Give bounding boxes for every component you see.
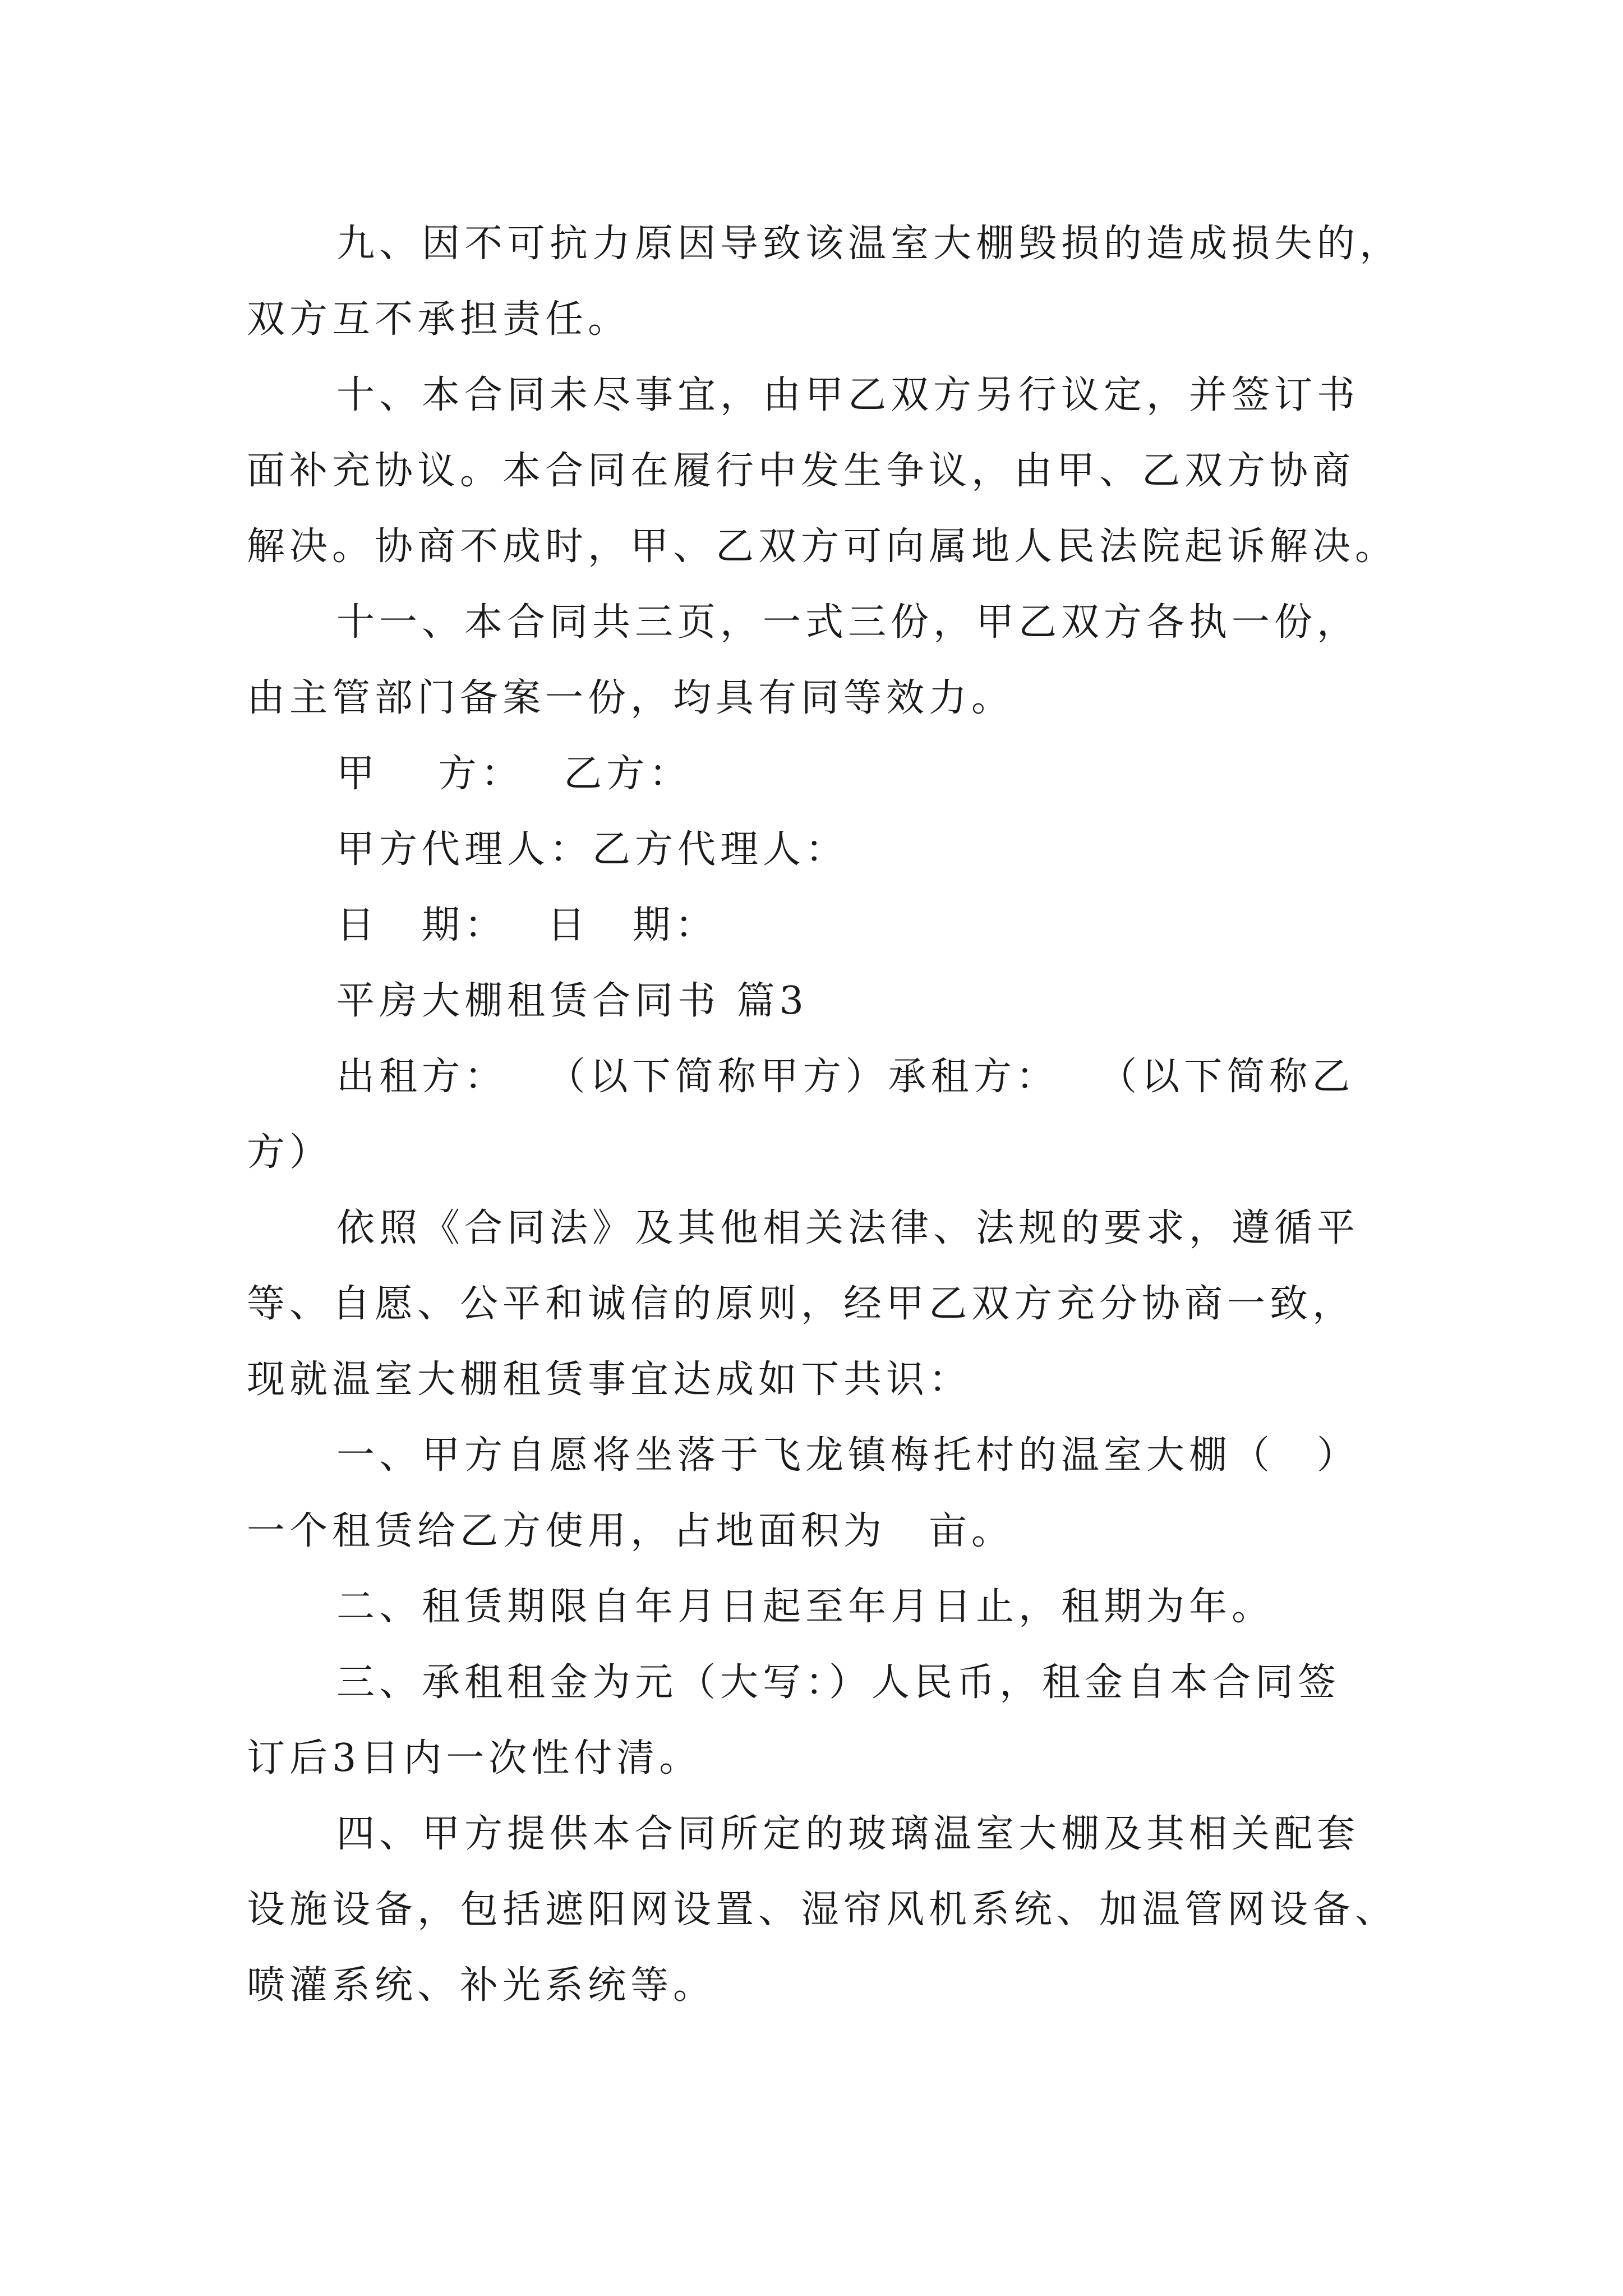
text-line-18: 一个租赁给乙方使用，占地面积为 亩。: [247, 1509, 1015, 1553]
text-line-3: 十、本合同未尽事宜，由甲乙双方另行议定，并签订书: [336, 373, 1360, 417]
text-line-23: 设施设备，包括遮阳网设置、湿帘风机系统、加温管网设备、: [247, 1888, 1398, 1932]
signature-party-line: 甲 方： 乙方：: [336, 752, 692, 796]
signature-date-line: 日 期： 日 期：: [336, 903, 718, 947]
text-line-6: 十一、本合同共三页，一式三份，甲乙双方各执一份，: [336, 600, 1360, 645]
text-line-24: 喷灌系统、补光系统等。: [247, 1963, 716, 2008]
text-line-14: 依照《合同法》及其他相关法律、法规的要求，遵循平: [336, 1206, 1360, 1250]
text-line-19: 二、租赁期限自年月日起至年月日止，租期为年。: [336, 1585, 1275, 1629]
text-line-12: 出租方： （以下简称甲方）承租方： （以下简称乙: [336, 1055, 1355, 1099]
text-line-17: 一、甲方自愿将坐落于飞龙镇梅托村的温室大棚（ ）: [336, 1433, 1360, 1478]
text-line-16: 现就温室大棚租赁事宜达成如下共识：: [247, 1358, 972, 1402]
section-heading: 平房大棚租赁合同书 篇3: [336, 979, 808, 1023]
text-line-21: 订后3日内一次性付清。: [247, 1736, 702, 1780]
text-line-15: 等、自愿、公平和诚信的原则，经甲乙双方充分协商一致，: [247, 1282, 1355, 1326]
text-line-7: 由主管部门备案一份，均具有同等效力。: [247, 676, 1015, 720]
text-line-20: 三、承租租金为元（大写：）人民币，租金自本合同签: [336, 1660, 1341, 1705]
text-line-5: 解决。协商不成时，甲、乙双方可向属地人民法院起诉解决。: [247, 524, 1398, 569]
text-line-2: 双方互不承担责任。: [247, 297, 631, 342]
text-line-22: 四、甲方提供本合同所定的玻璃温室大棚及其相关配套: [336, 1812, 1360, 1856]
text-line-1: 九、因不可抗力原因导致该温室大棚毁损的造成损失的，: [336, 222, 1403, 266]
text-line-4: 面补充协议。本合同在履行中发生争议，由甲、乙双方协商: [247, 449, 1355, 493]
signature-agent-line: 甲方代理人：乙方代理人：: [336, 827, 849, 872]
text-line-13: 方）: [247, 1130, 333, 1175]
